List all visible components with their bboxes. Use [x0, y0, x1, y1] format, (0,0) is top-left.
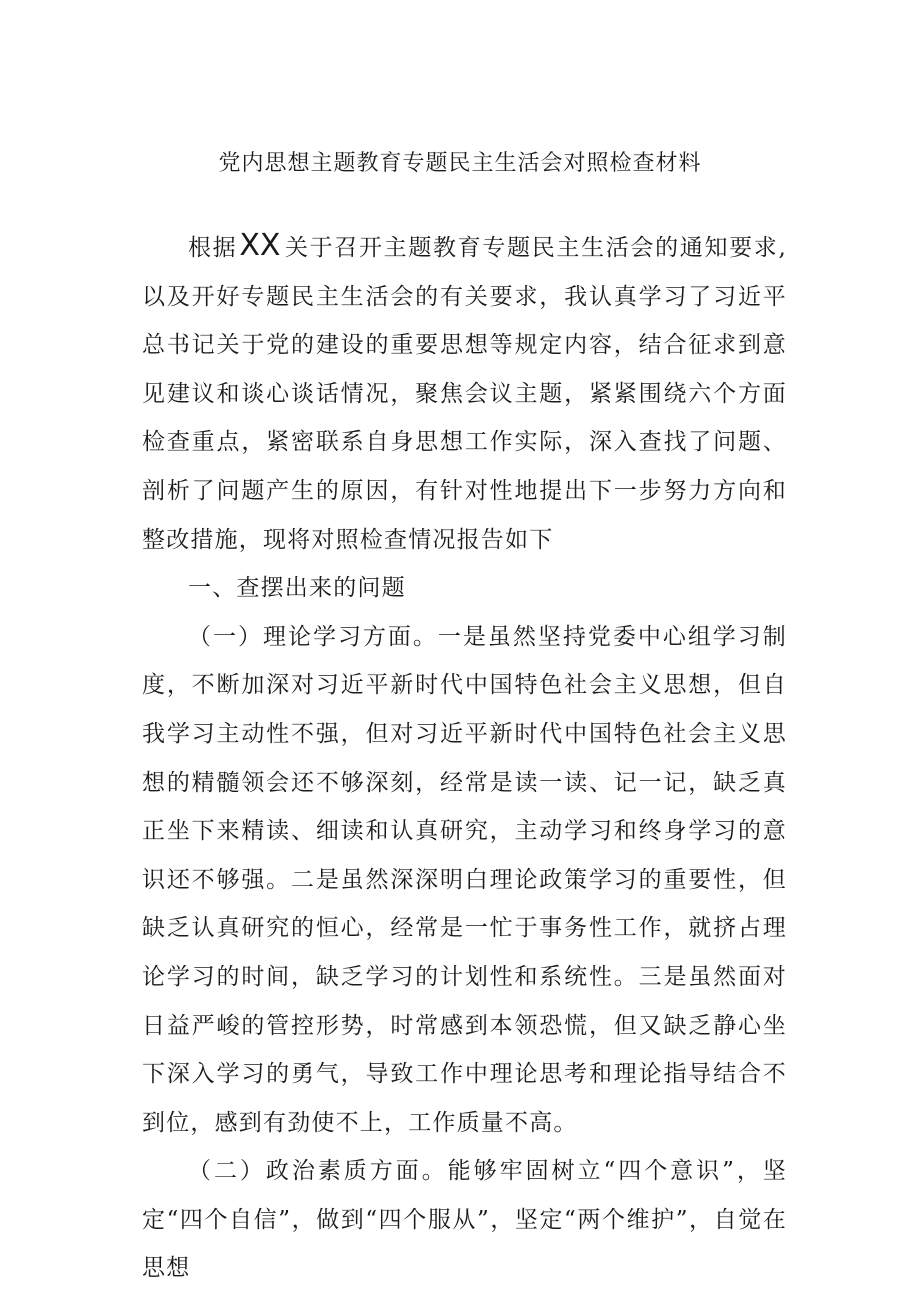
intro-lead: 根据 — [188, 235, 238, 261]
paragraph-theory-study: （一）理论学习方面。一是虽然坚持党委中心组学习制度，不断加深对习近平新时代中国特色社会主义思想，但自我学习主动性不强，但对习近平新时代中国特色社会主义思想的精髓领会还不够深刻，经常是读一读、记一记，缺乏真正坐下来精读、细读和认真研究，主动学习和终身学习的意识还不够强。二是虽然深深明白理论政策学习的重要性，但缺乏认真研究的恒心，经常是一忙于事务性工作，就挤占理论学习的时间，缺乏学习的计划性和系统性。三是虽然面对日益严峻的管控形势，时常感到本领恐慌，但又缺乏静心坐下深入学习的勇气，导致工作中理论思考和理论指导结合不到位，感到有劲使不上，工作质量不高。 — [142, 623, 787, 1136]
section-heading-1: 一、查摆出来的问题 — [188, 575, 406, 602]
document-title: 党内思想主题教育专题民主生活会对照检查材料 — [218, 151, 702, 176]
intro-rest: 关于召开主题教育专题民主生活会的通知要求,以及开好专题民主生活会的有关要求，我认真学习了习近平总书记关于党的建设的重要思想等规定内容，结合征求到意见建议和谈心谈话情况，聚焦会议主题，紧紧围绕六个方面检查重点，紧密联系自身思想工作实际，深入查找了问题、剖析了问题产生的原因，有针对性地提出下一步努力方向和整改措施，现将对照检查情况报告如下 — [142, 235, 787, 553]
placeholder-xx: XX — [239, 228, 281, 263]
document-body — [142, 222, 787, 1293]
paragraph-political-quality: （二）政治素质方面。能够牢固树立“四个意识”，坚定“四个自信”，做到“四个服从”，坚定“两个维护”，自觉在思想 — [142, 1158, 787, 1282]
intro-paragraph — [142, 222, 787, 564]
